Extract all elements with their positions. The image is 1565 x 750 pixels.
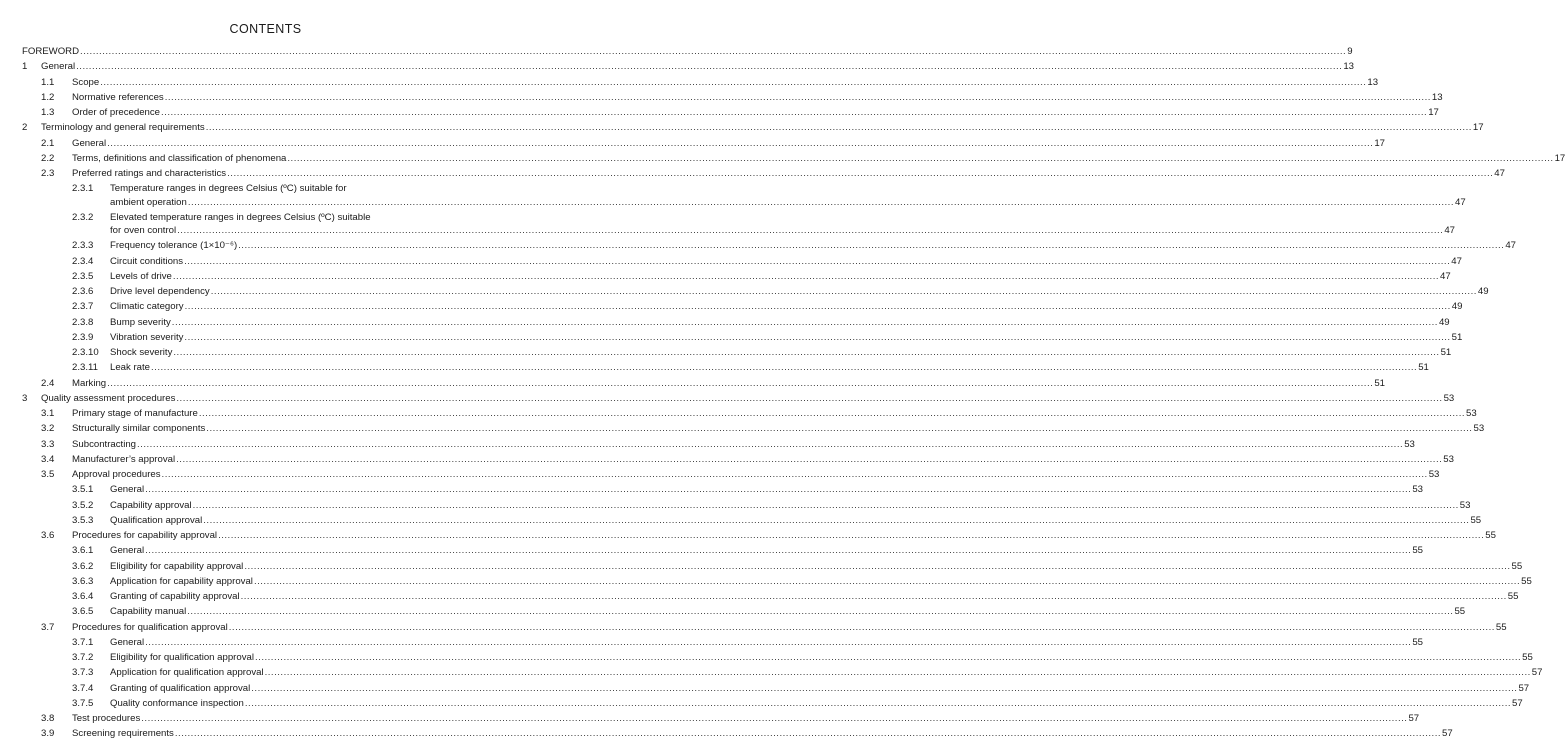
- toc-entry[interactable]: [0, 211, 1455, 236]
- toc-entry-page-number: 47: [1505, 240, 1516, 252]
- dot-leader: ................................................................................................................................................................................................................................................................................................................................................................................................................: [240, 591, 1507, 602]
- toc-entry-page-number: 55: [1521, 575, 1532, 587]
- toc-entry-number: 2.3.8: [72, 316, 94, 328]
- toc-entry-title: Application for capability approval: [110, 575, 253, 587]
- toc-entry-number: 2: [22, 122, 28, 134]
- toc-entry[interactable]: [0, 316, 1450, 330]
- dot-leader: ................................................................................................................................................................................................................................................................................................................................................................................................................: [141, 713, 1408, 724]
- toc-entry-title: Marking: [72, 377, 107, 389]
- toc-entry[interactable]: [0, 666, 1543, 680]
- dot-leader: ................................................................................................................................................................................................................................................................................................................................................................................................................: [145, 484, 1412, 496]
- toc-entry-page-number: 47: [1455, 196, 1466, 208]
- dot-leader: ................................................................................................................................................................................................................................................................................................................................................................................................................: [187, 606, 1454, 618]
- toc-entry-title: Terminology and general requirements: [41, 122, 205, 134]
- toc-entry-page-number: 57: [1442, 728, 1453, 740]
- toc-entry-page-number: 57: [1518, 682, 1530, 694]
- toc-entry-title: Structurally similar components: [72, 423, 206, 435]
- dot-leader: ................................................................................................................................................................................................................................................................................................................................................................................................................: [151, 362, 1418, 374]
- toc-entry-title: Capability approval: [110, 499, 192, 511]
- toc-entry-page-number: 53: [1466, 408, 1477, 419]
- dot-leader: ................................................................................................................................................................................................................................................................................................................................................................................................................: [177, 225, 1444, 236]
- toc-entry-number: 3.6.1: [72, 545, 94, 557]
- toc-entry-number: 3.3: [41, 438, 55, 450]
- toc-entry[interactable]: [0, 285, 1489, 299]
- toc-entry-number: 3.7.1: [72, 636, 94, 648]
- toc-entry-title: Levels of drive: [110, 270, 172, 282]
- dot-leader: ................................................................................................................................................................................................................................................................................................................................................................................................................: [176, 453, 1443, 465]
- dot-leader: ................................................................................................................................................................................................................................................................................................................................................................................................................: [203, 514, 1470, 526]
- dot-leader: ................................................................................................................................................................................................................................................................................................................................................................................................................: [76, 61, 1343, 73]
- toc-entry-page-number: 53: [1473, 423, 1485, 435]
- dot-leader: ................................................................................................................................................................................................................................................................................................................................................................................................................: [228, 621, 1495, 633]
- toc-entry-page-number: 57: [1408, 713, 1420, 724]
- toc-entry-number: 2.3.9: [72, 331, 94, 343]
- toc-entry-title: General: [41, 61, 76, 73]
- toc-entry-page-number: 51: [1451, 331, 1463, 343]
- toc-entry-title: Normative references: [72, 91, 164, 103]
- dot-leader: ................................................................................................................................................................................................................................................................................................................................................................................................................: [80, 46, 1347, 57]
- toc-entry-title: Vibration severity: [110, 331, 184, 343]
- toc-entry-title: Circuit conditions: [110, 255, 184, 267]
- toc-entry-title: Procedures for capability approval: [72, 530, 218, 541]
- toc-entry-number: 3.1: [41, 408, 55, 419]
- toc-entry[interactable]: [0, 167, 1505, 181]
- toc-entry-title: Eligibility for qualification approval: [110, 652, 254, 663]
- toc-entry[interactable]: [0, 270, 1451, 284]
- dot-leader: ................................................................................................................................................................................................................................................................................................................................................................................................................: [244, 697, 1512, 709]
- toc-entry-page-number: 9: [1347, 46, 1353, 57]
- toc-entry-title: Primary stage of manufacture: [72, 408, 198, 419]
- toc-entry-title: General: [72, 137, 107, 149]
- toc-entry[interactable]: [0, 682, 1530, 696]
- dot-leader: ................................................................................................................................................................................................................................................................................................................................................................................................................: [287, 152, 1554, 164]
- toc-entry-number: 3.5: [41, 469, 55, 480]
- toc-entry-number: 2.3.4: [72, 255, 94, 267]
- toc-entry[interactable]: [0, 499, 1471, 513]
- toc-entry[interactable]: [0, 605, 1466, 619]
- toc-entry-title: Shock severity: [110, 347, 173, 358]
- toc-entry-number: 2.3.5: [72, 270, 94, 282]
- toc-entry-page-number: 55: [1412, 636, 1423, 648]
- dot-leader: ................................................................................................................................................................................................................................................................................................................................................................................................................: [161, 469, 1428, 480]
- toc-entry[interactable]: [0, 727, 1453, 741]
- toc-entry-title: Terms, definitions and classification of phenomena: [72, 152, 287, 164]
- toc-entry[interactable]: [0, 377, 1385, 391]
- toc-entry[interactable]: [0, 331, 1463, 345]
- toc-entry-page-number: 51: [1418, 362, 1429, 374]
- toc-entry[interactable]: [0, 346, 1452, 360]
- dot-leader: ................................................................................................................................................................................................................................................................................................................................................................................................................: [184, 301, 1451, 313]
- toc-entry[interactable]: [0, 137, 1385, 151]
- toc-entry-page-number: 57: [1512, 697, 1523, 709]
- dot-leader: ................................................................................................................................................................................................................................................................................................................................................................................................................: [251, 682, 1518, 694]
- toc-entry[interactable]: [0, 544, 1423, 558]
- toc-entry[interactable]: [0, 468, 1440, 482]
- toc-entry-page-number: 55: [1511, 560, 1523, 572]
- toc-entry-page-number: 49: [1438, 316, 1450, 328]
- toc-entry[interactable]: [0, 529, 1496, 543]
- dot-leader: ................................................................................................................................................................................................................................................................................................................................................................................................................: [145, 636, 1412, 648]
- toc-entry[interactable]: [0, 636, 1423, 650]
- dot-leader: ................................................................................................................................................................................................................................................................................................................................................................................................................: [172, 270, 1440, 282]
- toc-entry-number: 3: [22, 392, 28, 404]
- toc-entry-title: Capability manual: [110, 606, 187, 618]
- toc-entry-title: Preferred ratings and characteristics: [72, 168, 227, 179]
- toc-entry-page-number: 47: [1451, 255, 1462, 267]
- dot-leader: ................................................................................................................................................................................................................................................................................................................................................................................................................: [244, 560, 1511, 572]
- toc-entry[interactable]: [0, 407, 1477, 421]
- toc-entry-number: 3.6.2: [72, 560, 94, 572]
- dot-leader: ................................................................................................................................................................................................................................................................................................................................................................................................................: [192, 499, 1459, 511]
- toc-entry[interactable]: [0, 76, 1379, 90]
- toc-entry-page-number: 17: [1374, 137, 1385, 149]
- toc-entry[interactable]: [0, 575, 1532, 589]
- toc-entry-number: 3.7.4: [72, 682, 94, 694]
- toc-entry-number: 3.6.3: [72, 575, 94, 587]
- toc-entry-page-number: 55: [1470, 514, 1482, 526]
- toc-entry-title: Drive level dependency: [110, 286, 210, 297]
- toc-entry-page-number: 53: [1443, 392, 1455, 404]
- toc-entry-page-number: 53: [1459, 499, 1471, 511]
- toc-entry-number: 3.2: [41, 423, 55, 435]
- toc-entry-page-number: 47: [1444, 225, 1455, 236]
- toc-entry-title: General: [110, 484, 145, 496]
- toc-entry-title: Granting of capability approval: [110, 591, 240, 602]
- toc-entry-number: 3.6.4: [72, 591, 94, 602]
- dot-leader: ................................................................................................................................................................................................................................................................................................................................................................................................................: [174, 728, 1442, 740]
- toc-entry-title: Qualification approval: [110, 514, 203, 526]
- toc-entry-number: 1: [22, 61, 28, 73]
- toc-entry-page-number: 49: [1477, 286, 1489, 297]
- toc-entry-number: 2.3.7: [72, 301, 94, 313]
- toc-entry-title: Approval procedures: [72, 469, 161, 480]
- toc-entry-page-number: 49: [1451, 301, 1463, 313]
- toc-entry-title: Quality assessment procedures: [41, 392, 176, 404]
- toc-entry[interactable]: [0, 361, 1429, 375]
- toc-entry-number: 1.1: [41, 76, 55, 88]
- toc-entry-page-number: 55: [1507, 591, 1519, 602]
- dot-leader: ................................................................................................................................................................................................................................................................................................................................................................................................................: [176, 392, 1443, 404]
- dot-leader: ................................................................................................................................................................................................................................................................................................................................................................................................................: [210, 286, 1477, 297]
- toc-entry[interactable]: [0, 560, 1523, 574]
- toc-entry-page-number: 53: [1412, 484, 1423, 496]
- toc-entry[interactable]: [0, 121, 1484, 135]
- toc-entry[interactable]: [0, 453, 1454, 467]
- dot-leader: ................................................................................................................................................................................................................................................................................................................................................................................................................: [198, 408, 1466, 419]
- toc-entry-page-number: 13: [1367, 76, 1379, 88]
- toc-entry-number: 3.7: [41, 621, 55, 633]
- toc-entry-title: Quality conformance inspection: [110, 697, 244, 709]
- toc-entry-number: 2.1: [41, 137, 55, 149]
- dot-leader: ................................................................................................................................................................................................................................................................................................................................................................................................................: [100, 76, 1367, 88]
- toc-entry-title: General: [110, 545, 145, 557]
- toc-entry-number: 2.3.10: [72, 347, 99, 358]
- toc-entry[interactable]: [0, 438, 1415, 452]
- toc-entry-page-number: 55: [1454, 606, 1466, 618]
- toc-entry-title: Temperature ranges in degrees Celsius (ºC) suitable for: [110, 183, 347, 195]
- toc-entry-number: 3.9: [41, 728, 55, 740]
- toc-entry[interactable]: [0, 697, 1523, 711]
- toc-entry[interactable]: [0, 651, 1533, 665]
- dot-leader: ................................................................................................................................................................................................................................................................................................................................................................................................................: [145, 545, 1412, 557]
- toc-entry-page-number: 17: [1554, 152, 1565, 164]
- dot-leader: ................................................................................................................................................................................................................................................................................................................................................................................................................: [107, 377, 1374, 389]
- toc-entry[interactable]: [0, 712, 1420, 726]
- page-title: CONTENTS: [229, 22, 302, 36]
- toc-entry-title: Climatic category: [110, 301, 184, 313]
- toc-entry-title: Manufacturer’s approval: [72, 453, 176, 465]
- toc-entry[interactable]: [0, 182, 1466, 208]
- toc-entry-page-number: 57: [1531, 667, 1543, 679]
- toc-entry-title: Scope: [72, 76, 100, 88]
- toc-entry-page-number: 51: [1374, 377, 1385, 389]
- toc-entry-page-number: 55: [1522, 652, 1533, 663]
- dot-leader: ................................................................................................................................................................................................................................................................................................................................................................................................................: [206, 423, 1473, 435]
- toc-entry-number: 2.3.11: [72, 362, 98, 374]
- dot-leader: ................................................................................................................................................................................................................................................................................................................................................................................................................: [264, 667, 1531, 679]
- toc-entry[interactable]: [0, 300, 1463, 314]
- toc-entry-number: 3.5.3: [72, 514, 94, 526]
- toc-entry-title: General: [110, 636, 145, 648]
- toc-entry-title: Granting of qualification approval: [110, 682, 251, 694]
- toc-entry-number: 2.4: [41, 377, 55, 389]
- dot-leader: ................................................................................................................................................................................................................................................................................................................................................................................................................: [253, 575, 1521, 587]
- toc-entry-number: 3.5.1: [72, 484, 94, 496]
- toc-entry[interactable]: [0, 60, 1354, 74]
- dot-leader: ................................................................................................................................................................................................................................................................................................................................................................................................................: [254, 652, 1522, 663]
- toc-entry[interactable]: [0, 621, 1507, 635]
- toc-entry-page-number: 13: [1431, 91, 1443, 103]
- toc-entry[interactable]: [0, 483, 1423, 497]
- toc-entry-page-number: 53: [1404, 438, 1415, 450]
- toc-entry-title: Bump severity: [110, 316, 171, 328]
- toc-entry-number: 2.3.2: [72, 211, 94, 223]
- toc-entry-page-number: 55: [1495, 621, 1507, 633]
- toc-entry-title: Procedures for qualification approval: [72, 621, 228, 633]
- toc-entry-title: Application for qualification approval: [110, 667, 264, 679]
- toc-entry-page-number: 51: [1440, 347, 1452, 358]
- toc-entry[interactable]: [0, 45, 1353, 59]
- toc-entry-number: 3.7.2: [72, 652, 94, 663]
- toc-entry-number: 3.4: [41, 453, 55, 465]
- toc-entry[interactable]: [0, 514, 1482, 528]
- dot-leader: ................................................................................................................................................................................................................................................................................................................................................................................................................: [171, 316, 1438, 328]
- toc-entry-title: Subcontracting: [72, 438, 136, 450]
- dot-leader: ................................................................................................................................................................................................................................................................................................................................................................................................................: [218, 530, 1485, 541]
- dot-leader: ................................................................................................................................................................................................................................................................................................................................................................................................................: [161, 107, 1428, 118]
- toc-entry[interactable]: [0, 106, 1439, 120]
- dot-leader: ................................................................................................................................................................................................................................................................................................................................................................................................................: [107, 137, 1374, 149]
- toc-entry-page-number: 17: [1428, 107, 1439, 118]
- toc-entry-title: Order of precedence: [72, 107, 160, 118]
- toc-entry-number: 1.3: [41, 107, 55, 118]
- dot-leader: ................................................................................................................................................................................................................................................................................................................................................................................................................: [184, 331, 1451, 343]
- toc-entry-title: FOREWORD: [22, 46, 80, 57]
- toc-entry-page-number: 53: [1443, 453, 1454, 465]
- toc-entry-title: Test procedures: [72, 713, 141, 724]
- dot-leader: ................................................................................................................................................................................................................................................................................................................................................................................................................: [227, 168, 1494, 179]
- toc-entry[interactable]: [0, 91, 1443, 105]
- dot-leader: ................................................................................................................................................................................................................................................................................................................................................................................................................: [184, 255, 1451, 267]
- toc-entry-number: 2.3.6: [72, 286, 94, 297]
- dot-leader: ................................................................................................................................................................................................................................................................................................................................................................................................................: [205, 122, 1472, 134]
- toc-entry-number: 3.8: [41, 713, 55, 724]
- toc-entry-title-continued: for oven control: [110, 225, 177, 236]
- toc-entry-title: Elevated temperature ranges in degrees Celsius (ºC) suitable: [110, 211, 371, 223]
- toc-entry-number: 2.2: [41, 152, 55, 164]
- toc-entry-page-number: 13: [1343, 61, 1354, 73]
- dot-leader: ................................................................................................................................................................................................................................................................................................................................................................................................................: [164, 91, 1431, 103]
- toc-entry-number: 3.7.3: [72, 667, 94, 679]
- toc-entry-page-number: 17: [1472, 122, 1484, 134]
- toc-entry-title: Leak rate: [110, 362, 151, 374]
- toc-entry-title: Frequency tolerance (1×10⁻⁶): [110, 240, 238, 252]
- toc-entry-page-number: 55: [1412, 545, 1423, 557]
- toc-entry-page-number: 47: [1440, 270, 1451, 282]
- toc-entry-title-continued: ambient operation: [110, 196, 187, 208]
- toc-entry-title: Screening requirements: [72, 728, 174, 740]
- dot-leader: ................................................................................................................................................................................................................................................................................................................................................................................................................: [238, 240, 1505, 252]
- dot-leader: ................................................................................................................................................................................................................................................................................................................................................................................................................: [173, 347, 1440, 358]
- toc-entry[interactable]: [0, 392, 1455, 406]
- dot-leader: ................................................................................................................................................................................................................................................................................................................................................................................................................: [187, 196, 1454, 208]
- toc-entry[interactable]: [0, 590, 1519, 604]
- toc-entry[interactable]: [0, 255, 1462, 269]
- toc-entry-number: 2.3.3: [72, 240, 94, 252]
- toc-entry-number: 1.2: [41, 91, 55, 103]
- toc-entry-page-number: 53: [1428, 469, 1440, 480]
- dot-leader: ................................................................................................................................................................................................................................................................................................................................................................................................................: [137, 438, 1404, 450]
- toc-entry[interactable]: [0, 152, 1565, 166]
- toc-entry-page-number: 55: [1485, 530, 1496, 541]
- toc-entry[interactable]: [0, 239, 1516, 253]
- toc-entry-number: 3.5.2: [72, 499, 94, 511]
- toc-entry[interactable]: [0, 422, 1485, 436]
- toc-entry-number: 3.7.5: [72, 697, 94, 709]
- toc-entry-number: 2.3.1: [72, 183, 94, 195]
- toc-entry-number: 3.6: [41, 530, 55, 541]
- toc-entry-number: 3.6.5: [72, 606, 94, 618]
- toc-entry-page-number: 47: [1494, 168, 1505, 179]
- toc-entry-title: Eligibility for capability approval: [110, 560, 244, 572]
- toc-entry-number: 2.3: [41, 168, 55, 179]
